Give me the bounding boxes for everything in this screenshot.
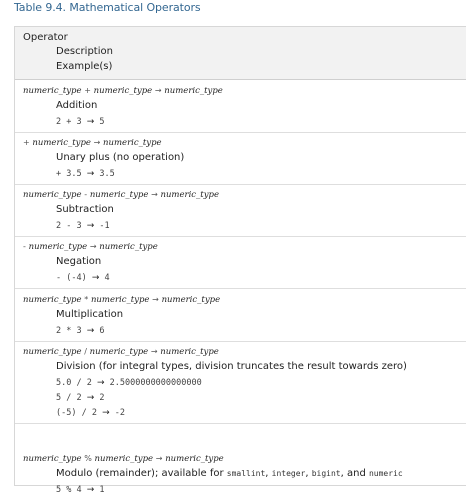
example-result: -2 bbox=[114, 408, 125, 418]
arrow-icon: → bbox=[86, 393, 95, 403]
header-description: Description bbox=[56, 46, 113, 57]
arrow-icon: → bbox=[86, 169, 95, 179]
operand-type: numeric_type bbox=[89, 190, 149, 200]
example-result: -1 bbox=[99, 221, 110, 231]
example bbox=[56, 326, 105, 336]
example-result: 6 bbox=[99, 326, 105, 336]
result-type: numeric_type bbox=[103, 138, 162, 148]
operand-type: numeric_type bbox=[23, 347, 82, 357]
example-expression: 5 % 4 bbox=[56, 485, 82, 495]
operand-type: numeric_type bbox=[23, 454, 82, 464]
arrow-icon: → bbox=[102, 408, 110, 418]
operator-description: Multiplication bbox=[56, 309, 124, 320]
operators-table bbox=[14, 26, 466, 495]
description-text: Modulo (remainder); available for bbox=[56, 468, 227, 479]
operand-type: numeric_type bbox=[90, 295, 150, 305]
operator-signature bbox=[23, 138, 162, 148]
arrow-icon: → bbox=[86, 221, 95, 231]
operator-description: Division (for integral types, division truncates the result towards zero) bbox=[56, 361, 407, 372]
operator-signature bbox=[23, 242, 158, 252]
example-expression: (-5) / 2 bbox=[56, 408, 97, 418]
operand-type: numeric_type bbox=[23, 190, 82, 200]
arrow-icon: → bbox=[86, 326, 95, 336]
description-text: , bbox=[265, 468, 272, 479]
arrow-icon: → bbox=[89, 242, 97, 251]
operator-description: Subtraction bbox=[56, 204, 114, 215]
arrow-icon: → bbox=[152, 295, 159, 304]
operand-type: numeric_type bbox=[23, 86, 82, 96]
operator-description: Negation bbox=[56, 256, 102, 267]
operand-type: numeric_type bbox=[32, 138, 91, 148]
arrow-icon: → bbox=[86, 117, 95, 127]
type-name: bigint bbox=[311, 469, 341, 478]
type-name: numeric bbox=[368, 469, 403, 478]
operand-type: numeric_type bbox=[23, 295, 82, 305]
operator-symbol: / bbox=[84, 347, 87, 356]
arrow-icon: → bbox=[86, 485, 95, 495]
example-result: 3.5 bbox=[99, 169, 115, 179]
operator-symbol: + bbox=[84, 86, 91, 95]
operator-symbol: - bbox=[84, 190, 88, 199]
operator-signature bbox=[23, 190, 219, 200]
example bbox=[56, 485, 105, 495]
arrow-icon: → bbox=[96, 378, 105, 388]
example-result: 4 bbox=[104, 273, 110, 283]
example bbox=[56, 117, 105, 127]
description-text: , bbox=[305, 468, 312, 479]
operand-type: numeric_type bbox=[94, 454, 154, 464]
table-row bbox=[15, 80, 466, 133]
operand-type: numeric_type bbox=[28, 242, 88, 252]
table-row bbox=[15, 423, 466, 495]
operator-signature bbox=[23, 86, 223, 96]
operand-type: numeric_type bbox=[93, 86, 153, 96]
operator-symbol: + bbox=[23, 138, 30, 147]
example bbox=[56, 378, 202, 388]
example-expression: 5.0 / 2 bbox=[56, 378, 92, 388]
operator-description: Unary plus (no operation) bbox=[56, 152, 185, 163]
type-name: integer bbox=[271, 469, 306, 478]
table-row bbox=[15, 132, 466, 185]
arrow-icon: → bbox=[91, 273, 100, 283]
example-expression: 2 + 3 bbox=[56, 117, 82, 127]
operator-signature bbox=[23, 347, 219, 357]
table-caption: Table 9.4. Mathematical Operators bbox=[14, 1, 201, 14]
table-row bbox=[15, 341, 466, 424]
operator-signature bbox=[23, 295, 220, 305]
arrow-icon: → bbox=[93, 138, 101, 147]
operator-symbol: - bbox=[23, 242, 26, 251]
example-result: 2.5000000000000000 bbox=[109, 378, 202, 388]
header-examples: Example(s) bbox=[56, 61, 113, 72]
result-type: numeric_type bbox=[99, 242, 158, 252]
operator-symbol: % bbox=[84, 454, 92, 463]
description-text: , and bbox=[340, 468, 369, 479]
result-type: numeric_type bbox=[164, 86, 223, 96]
operand-type: numeric_type bbox=[89, 347, 149, 357]
example bbox=[56, 273, 110, 283]
table-row bbox=[15, 236, 466, 289]
table-row bbox=[15, 184, 466, 237]
operator-description bbox=[56, 468, 403, 479]
type-name: smallint bbox=[226, 469, 266, 478]
example-expression: 2 * 3 bbox=[56, 326, 82, 336]
example-expression: + 3.5 bbox=[56, 169, 82, 179]
header-operator: Operator bbox=[23, 32, 68, 43]
arrow-icon: → bbox=[154, 86, 162, 95]
example-expression: 5 / 2 bbox=[56, 393, 82, 403]
result-type: numeric_type bbox=[161, 295, 221, 305]
example bbox=[56, 393, 105, 403]
operator-signature bbox=[23, 454, 224, 464]
result-type: numeric_type bbox=[160, 347, 219, 357]
operator-symbol: * bbox=[84, 295, 89, 304]
example bbox=[56, 221, 110, 231]
arrow-icon: → bbox=[155, 454, 163, 463]
arrow-icon: → bbox=[151, 190, 158, 199]
example-result: 5 bbox=[99, 117, 105, 127]
example bbox=[56, 408, 125, 418]
table-row bbox=[15, 288, 466, 342]
table-header bbox=[15, 27, 466, 80]
result-type: numeric_type bbox=[165, 454, 224, 464]
example-expression: 2 - 3 bbox=[56, 221, 82, 231]
example-result: 1 bbox=[99, 485, 105, 495]
operator-description: Addition bbox=[56, 100, 98, 111]
example-expression: - (-4) bbox=[56, 273, 87, 283]
example-result: 2 bbox=[99, 393, 105, 403]
result-type: numeric_type bbox=[160, 190, 219, 200]
arrow-icon: → bbox=[150, 347, 158, 356]
example bbox=[56, 169, 115, 179]
